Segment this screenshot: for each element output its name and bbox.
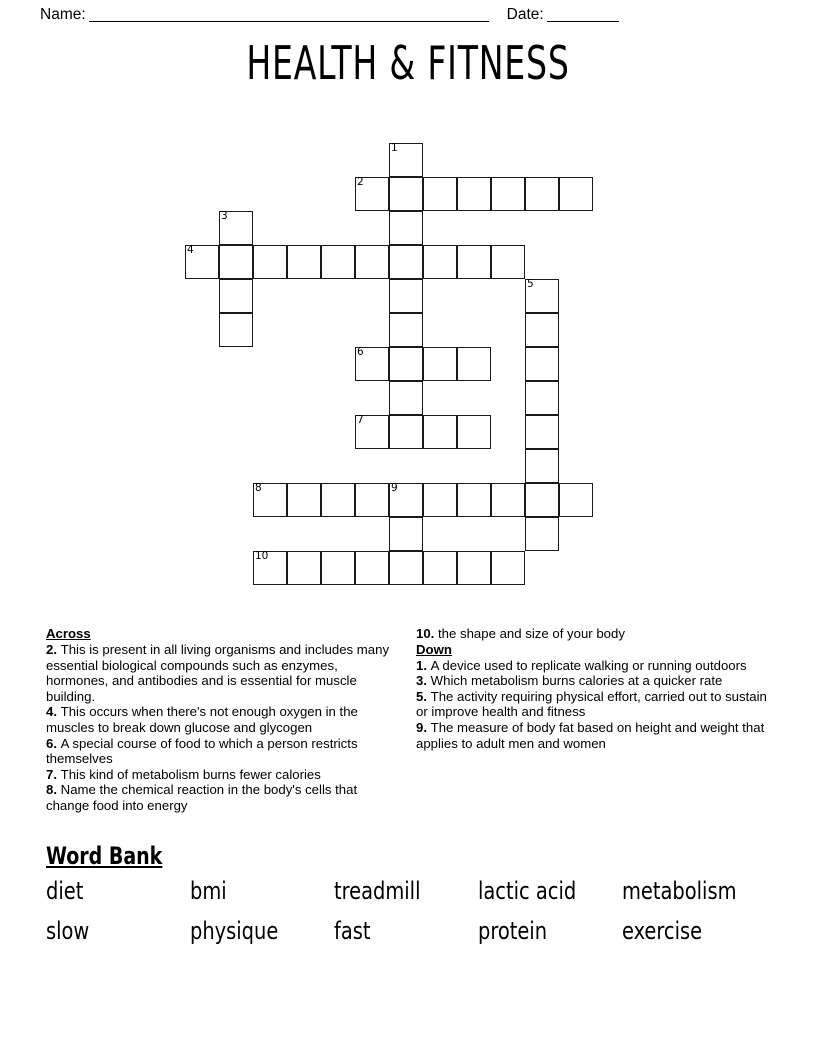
crossword-cell[interactable] — [219, 279, 253, 313]
crossword-cell[interactable] — [457, 415, 491, 449]
crossword-cell[interactable] — [355, 347, 389, 381]
date-write-line[interactable] — [547, 8, 619, 22]
crossword-cell[interactable] — [457, 177, 491, 211]
crossword-cell[interactable] — [423, 347, 457, 381]
crossword-cell[interactable] — [457, 483, 491, 517]
crossword-cell[interactable] — [253, 483, 287, 517]
clue-item — [416, 626, 770, 642]
clues-section — [46, 626, 770, 836]
clue-text: This kind of metabolism burns fewer calories — [60, 766, 321, 782]
crossword-cell[interactable] — [185, 245, 219, 279]
word-bank-word: bmi — [190, 877, 227, 905]
crossword-clue-number: 10 — [255, 550, 269, 562]
crossword-cell[interactable] — [389, 279, 423, 313]
crossword-cell[interactable] — [457, 347, 491, 381]
clue-item — [46, 704, 400, 735]
clue-number: 10. — [416, 626, 438, 641]
clue-number: 3. — [416, 673, 431, 689]
crossword-cell[interactable] — [321, 483, 355, 517]
crossword-cell[interactable] — [219, 211, 253, 245]
crossword-cell[interactable] — [423, 415, 457, 449]
clue-item — [46, 642, 400, 704]
crossword-cell[interactable] — [525, 381, 559, 415]
date-label: Date: — [506, 6, 544, 23]
clue-number: 9. — [416, 719, 431, 735]
crossword-cell[interactable] — [253, 245, 287, 279]
crossword-cell[interactable] — [423, 177, 457, 211]
crossword-clue-number: 7 — [357, 414, 364, 426]
crossword-cell[interactable] — [389, 415, 423, 449]
crossword-cell[interactable] — [321, 551, 355, 585]
crossword-cell[interactable] — [355, 415, 389, 449]
word-bank-word: lactic acid — [478, 877, 577, 905]
crossword-cell[interactable] — [321, 245, 355, 279]
crossword-cell[interactable] — [389, 347, 423, 381]
crossword-cell[interactable] — [219, 313, 253, 347]
crossword-cell[interactable] — [287, 483, 321, 517]
worksheet-header — [0, 0, 816, 30]
clue-text: A device used to replicate walking or running outdoors — [430, 657, 747, 673]
word-bank-word: fast — [334, 917, 371, 945]
crossword-cell[interactable] — [389, 143, 423, 177]
crossword-cell[interactable] — [525, 279, 559, 313]
word-bank-word: protein — [478, 917, 548, 945]
crossword-cell[interactable] — [491, 551, 525, 585]
crossword-cell[interactable] — [287, 551, 321, 585]
clue-number: 4. — [46, 704, 61, 720]
crossword-cell[interactable] — [559, 483, 593, 517]
crossword-cell[interactable] — [389, 313, 423, 347]
page-title: HEALTH & FITNESS — [246, 36, 570, 90]
clue-item — [416, 658, 770, 674]
crossword-cell[interactable] — [525, 449, 559, 483]
clue-section-heading: Down — [416, 641, 452, 657]
clue-text: This occurs when there's not enough oxygen in the muscles to break down glucose and glycogen — [46, 704, 358, 735]
word-bank-word: exercise — [622, 917, 703, 945]
clue-item — [46, 767, 400, 783]
crossword-cell[interactable] — [389, 177, 423, 211]
name-write-line[interactable] — [89, 8, 489, 22]
clue-text: This is present in all living organisms and includes many essential biological compounds such as enzymes, hormones, and antibodies and is essential for muscle building. — [46, 642, 390, 704]
crossword-clue-number: 1 — [391, 142, 398, 154]
crossword-cell[interactable] — [355, 551, 389, 585]
clue-number: 2. — [46, 642, 61, 657]
date-group — [507, 6, 619, 24]
word-bank-word: slow — [46, 917, 90, 945]
crossword-cell[interactable] — [355, 245, 389, 279]
crossword-clue-number: 4 — [187, 244, 194, 256]
clue-number: 6. — [46, 735, 61, 751]
crossword-cell[interactable] — [389, 551, 423, 585]
crossword-cell[interactable] — [525, 313, 559, 347]
crossword-cell[interactable] — [423, 551, 457, 585]
crossword-cell[interactable] — [525, 483, 559, 517]
crossword-cell[interactable] — [355, 483, 389, 517]
clue-item — [416, 689, 770, 720]
crossword-cell[interactable] — [389, 211, 423, 245]
clue-item — [416, 673, 770, 689]
clue-number: 7. — [46, 766, 61, 782]
crossword-clue-number: 6 — [357, 346, 364, 358]
crossword-clue-number: 8 — [255, 482, 262, 494]
crossword-cell[interactable] — [457, 551, 491, 585]
clues-column-left — [46, 626, 400, 836]
clue-text: A special course of food to which a person restricts themselves — [46, 735, 358, 767]
crossword-cell[interactable] — [457, 245, 491, 279]
crossword-cell[interactable] — [559, 177, 593, 211]
clue-text: The measure of body fat based on height and weight that applies to adult men and women — [416, 719, 765, 751]
word-bank-word: physique — [190, 917, 279, 945]
crossword-cell[interactable] — [525, 415, 559, 449]
crossword-cell[interactable] — [389, 245, 423, 279]
clue-item — [416, 720, 770, 751]
clue-number: 1. — [416, 657, 431, 673]
crossword-clue-number: 3 — [221, 210, 228, 222]
clue-text: Name the chemical reaction in the body's cells that change food into energy — [46, 782, 358, 813]
word-bank-word: metabolism — [622, 877, 737, 905]
word-bank — [46, 842, 770, 946]
crossword-cell[interactable] — [389, 381, 423, 415]
clue-text: the shape and size of your body — [438, 626, 625, 641]
clue-number: 8. — [46, 782, 61, 798]
crossword-cell[interactable] — [389, 483, 423, 517]
crossword-cell[interactable] — [491, 483, 525, 517]
clue-section-heading: Across — [46, 626, 91, 641]
clues-column-right — [416, 626, 770, 836]
crossword-clue-number: 9 — [391, 482, 398, 494]
clue-item — [46, 782, 400, 813]
word-bank-title: Word Bank — [46, 842, 163, 870]
crossword-cell[interactable] — [525, 517, 559, 551]
crossword-cell[interactable] — [491, 245, 525, 279]
crossword-cell[interactable] — [389, 517, 423, 551]
crossword-clue-number: 2 — [357, 176, 364, 188]
clue-number: 5. — [416, 688, 431, 704]
name-label: Name: — [40, 6, 86, 23]
crossword-cell[interactable] — [253, 551, 287, 585]
crossword-cell[interactable] — [423, 483, 457, 517]
crossword-cell[interactable] — [525, 177, 559, 211]
crossword-cell[interactable] — [491, 177, 525, 211]
word-bank-word: diet — [46, 877, 84, 905]
word-bank-word: treadmill — [334, 877, 421, 905]
crossword-cell[interactable] — [287, 245, 321, 279]
clue-item — [46, 736, 400, 767]
crossword-cell[interactable] — [355, 177, 389, 211]
crossword-cell[interactable] — [219, 245, 253, 279]
crossword-cell[interactable] — [423, 245, 457, 279]
crossword-cell[interactable] — [525, 347, 559, 381]
clue-text: The activity requiring physical effort, carried out to sustain or improve health and fitness — [416, 688, 767, 720]
word-bank-list — [46, 876, 770, 946]
crossword-clue-number: 5 — [527, 278, 534, 290]
clue-text: Which metabolism burns calories at a quicker rate — [430, 673, 723, 689]
